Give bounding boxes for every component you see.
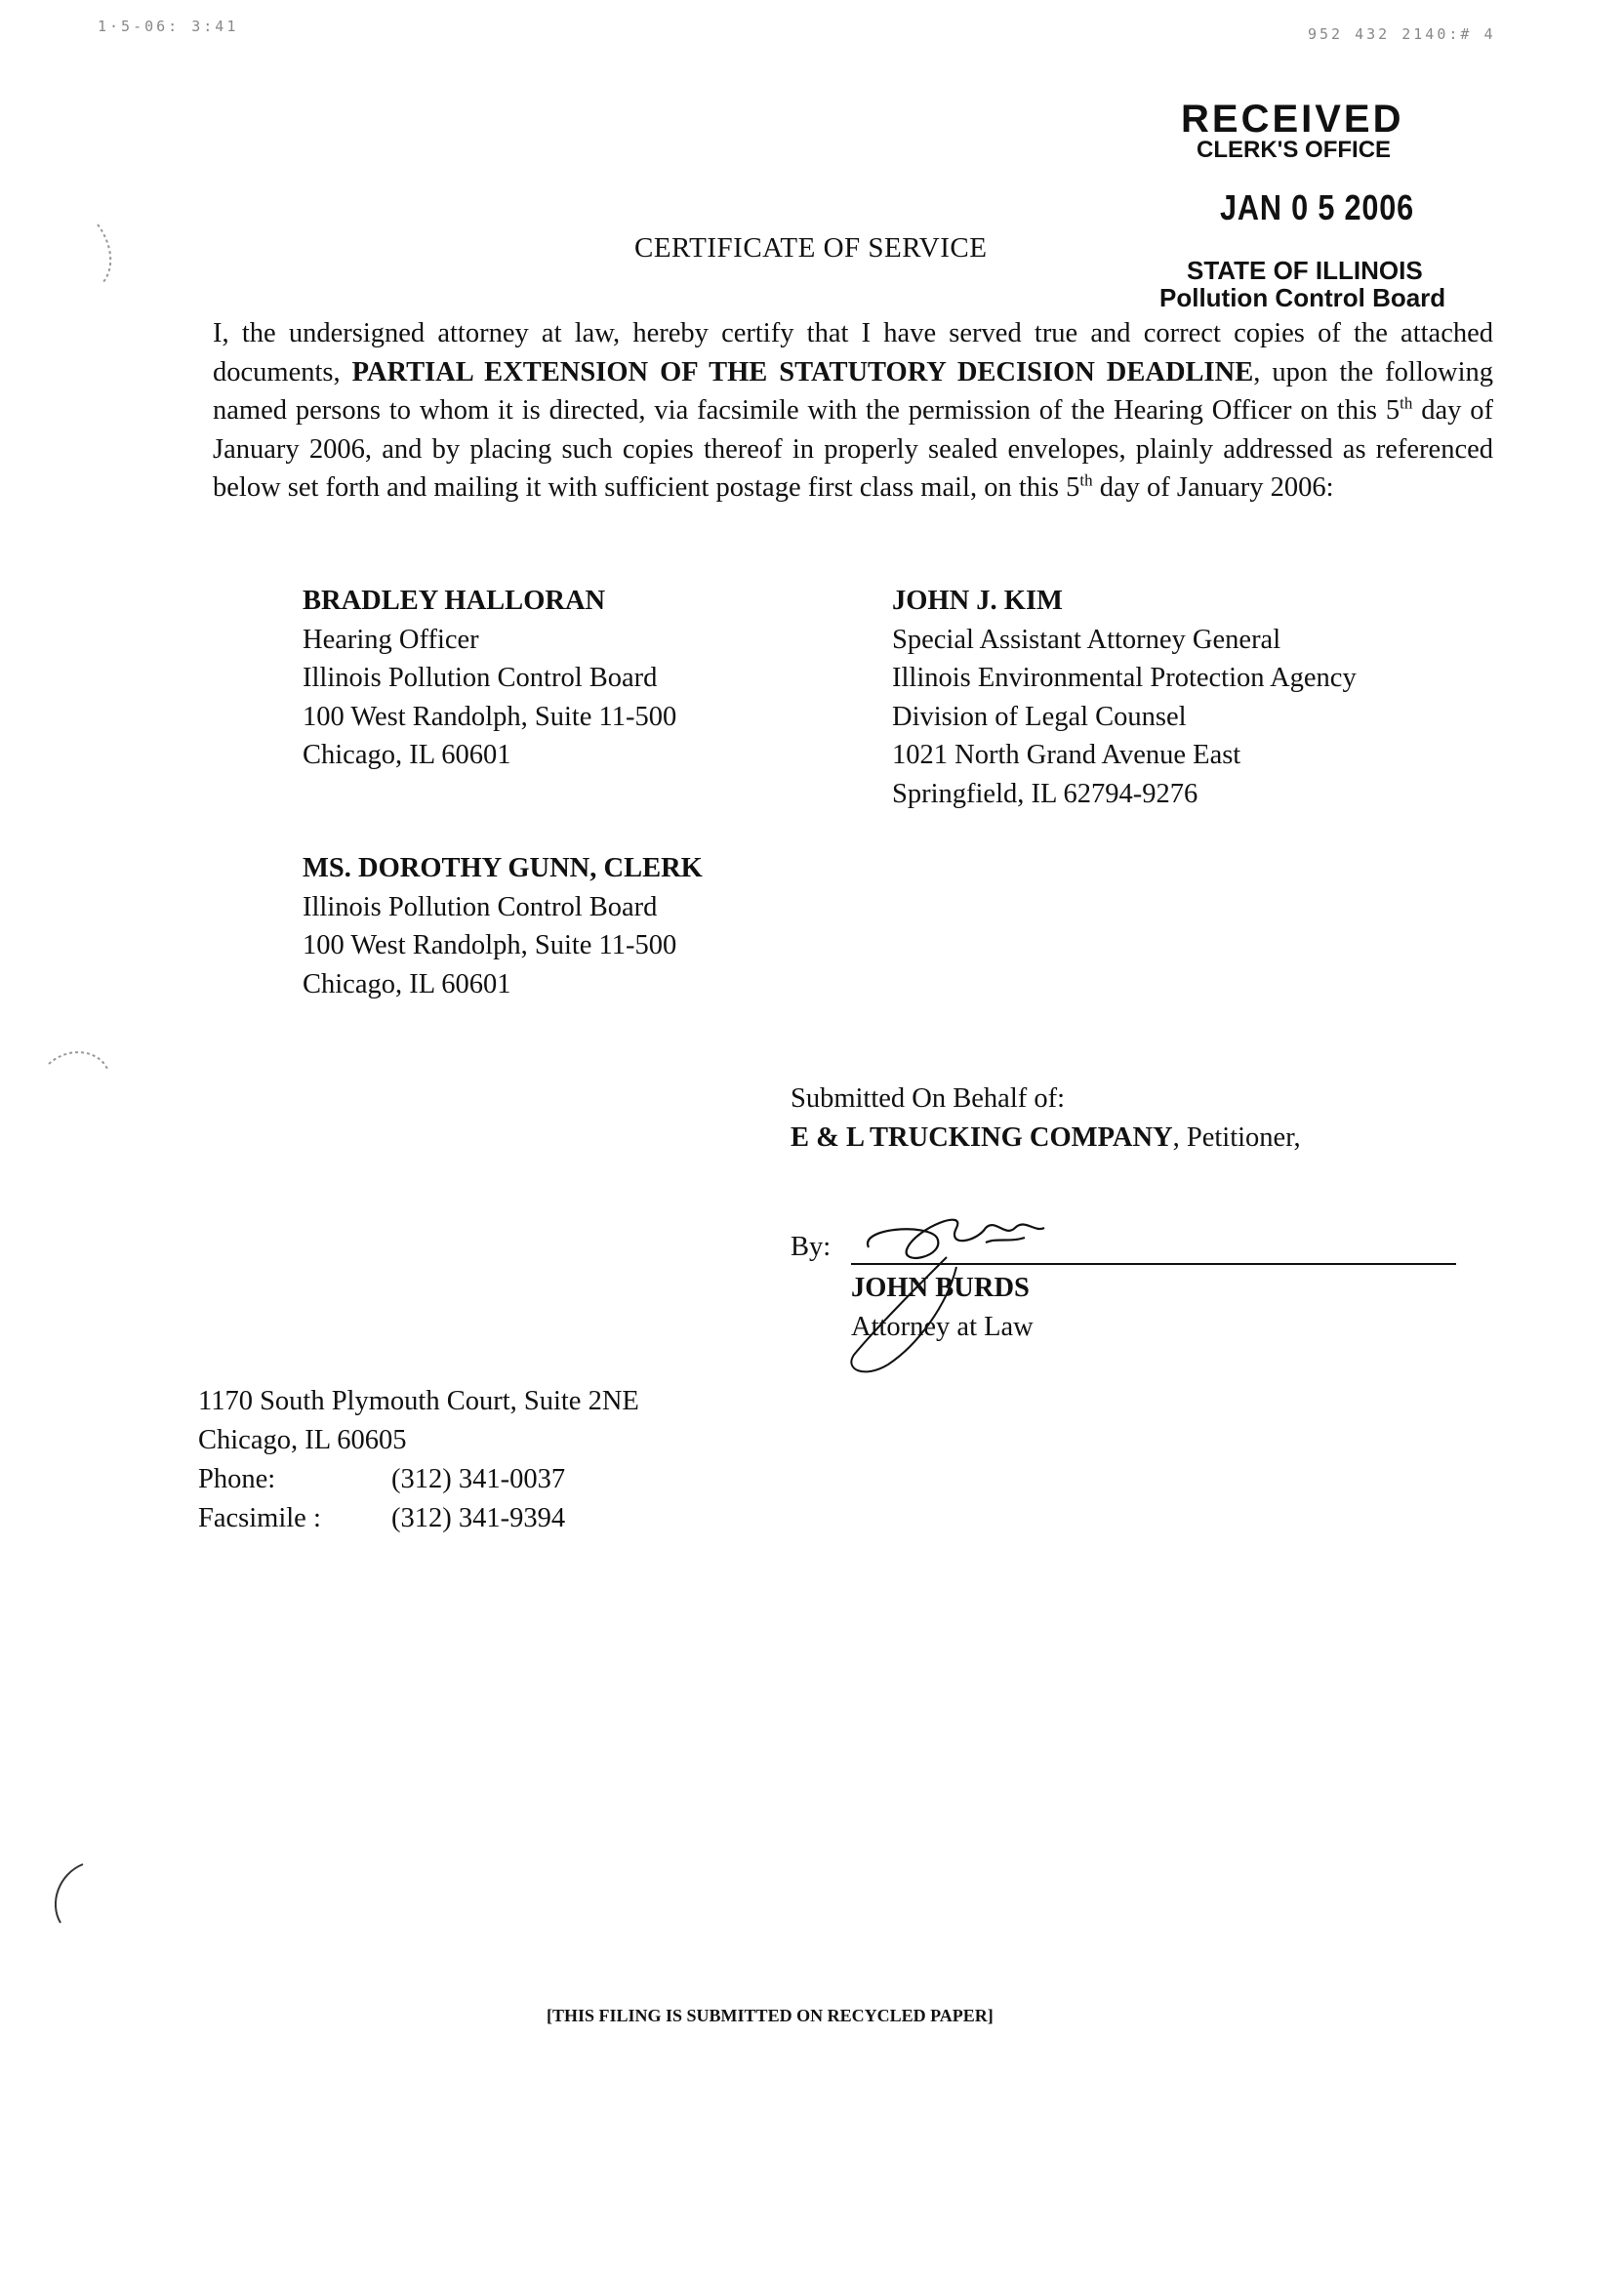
recipient-line: Chicago, IL 60601 <box>303 740 511 770</box>
firm-contact-block <box>198 1382 639 1538</box>
stamp-office: CLERK'S OFFICE <box>1197 137 1392 163</box>
recipient-line: Division of Legal Counsel <box>892 701 1187 732</box>
body-text-2: , upon the following named persons to whom it is directed, via facsimile with the permission of the Hearing Officer on this 5 <box>213 356 1493 426</box>
recipient-name: JOHN J. KIM <box>892 586 1063 616</box>
ordinal-suffix-2: th <box>1079 470 1093 490</box>
recycled-paper-notice: [THIS FILING IS SUBMITTED ON RECYCLED PAPER] <box>547 2006 994 2025</box>
body-text-4: day of January 2006: <box>1092 472 1334 503</box>
submitted-label: Submitted On Behalf of: <box>791 1083 1066 1114</box>
recipient-name: MS. DOROTHY GUNN, CLERK <box>303 853 703 883</box>
recipient-line: 100 West Randolph, Suite 11-500 <box>303 930 677 960</box>
recipient-line: Illinois Environmental Protection Agency <box>892 663 1357 693</box>
recipient-line: 1021 North Grand Avenue East <box>892 740 1241 770</box>
fax-number: (312) 341-9394 <box>391 1503 566 1533</box>
recipient-line: 100 West Randolph, Suite 11-500 <box>303 701 677 732</box>
party-role: , Petitioner, <box>1172 1122 1301 1153</box>
fax-header-left: 1·5-06: 3:41 <box>98 18 239 35</box>
stamp-state: STATE OF ILLINOIS <box>1187 256 1423 285</box>
stamp-date: JAN 0 5 2006 <box>1220 187 1415 227</box>
company-name: E & L TRUCKING COMPANY <box>791 1122 1173 1153</box>
recipient-line: Chicago, IL 60601 <box>303 968 511 999</box>
firm-address-line1: 1170 South Plymouth Court, Suite 2NE <box>198 1386 639 1416</box>
recipient-line: Hearing Officer <box>303 624 479 655</box>
recipient-halloran <box>303 582 676 775</box>
recipient-gunn <box>303 849 703 1003</box>
recipient-line: Springfield, IL 62794-9276 <box>892 778 1198 809</box>
submitted-block <box>791 1080 1301 1158</box>
phone-row <box>198 1460 639 1499</box>
punch-hole-mark <box>56 1864 83 1923</box>
document-name: PARTIAL EXTENSION OF THE STATUTORY DECISION DEADLINE <box>351 356 1254 387</box>
recipient-line: Illinois Pollution Control Board <box>303 663 658 693</box>
fax-label: Facsimile : <box>198 1503 321 1533</box>
by-label: By: <box>791 1232 832 1262</box>
firm-address-line2: Chicago, IL 60605 <box>198 1425 407 1455</box>
stamp-received: RECEIVED <box>1181 98 1404 141</box>
phone-number: (312) 341-0037 <box>391 1464 566 1494</box>
document-title: CERTIFICATE OF SERVICE <box>634 232 988 264</box>
recipient-kim <box>892 582 1357 813</box>
ordinal-suffix-1: th <box>1400 393 1413 413</box>
punch-hole-mark <box>98 224 110 283</box>
body-text-1: I, the undersigned attorney at law, hereby certify that I have served true and correct copies of the attached documents, <box>213 318 1493 387</box>
phone-label: Phone: <box>198 1464 276 1494</box>
signer-name: JOHN BURDS <box>851 1273 1030 1303</box>
fax-header-right: 952 432 2140:# 4 <box>1308 25 1496 43</box>
punch-hole-mark <box>49 1052 107 1069</box>
recipient-line: Illinois Pollution Control Board <box>303 891 658 922</box>
stamp-board: Pollution Control Board <box>1159 283 1446 312</box>
body-text-3: day of January 2006, and by placing such copies thereof in properly sealed envelopes, plainly addressed as referenced below set forth and mailing it with sufficient postage first class mail, on this 5 <box>213 395 1493 503</box>
fax-row <box>198 1499 639 1538</box>
signer-title: Attorney at Law <box>851 1312 1034 1342</box>
submitted-party <box>791 1119 1301 1158</box>
recipient-name: BRADLEY HALLORAN <box>303 586 606 616</box>
signer-block <box>851 1269 1034 1347</box>
recipient-line: Special Assistant Attorney General <box>892 624 1281 655</box>
certification-paragraph <box>213 314 1493 508</box>
